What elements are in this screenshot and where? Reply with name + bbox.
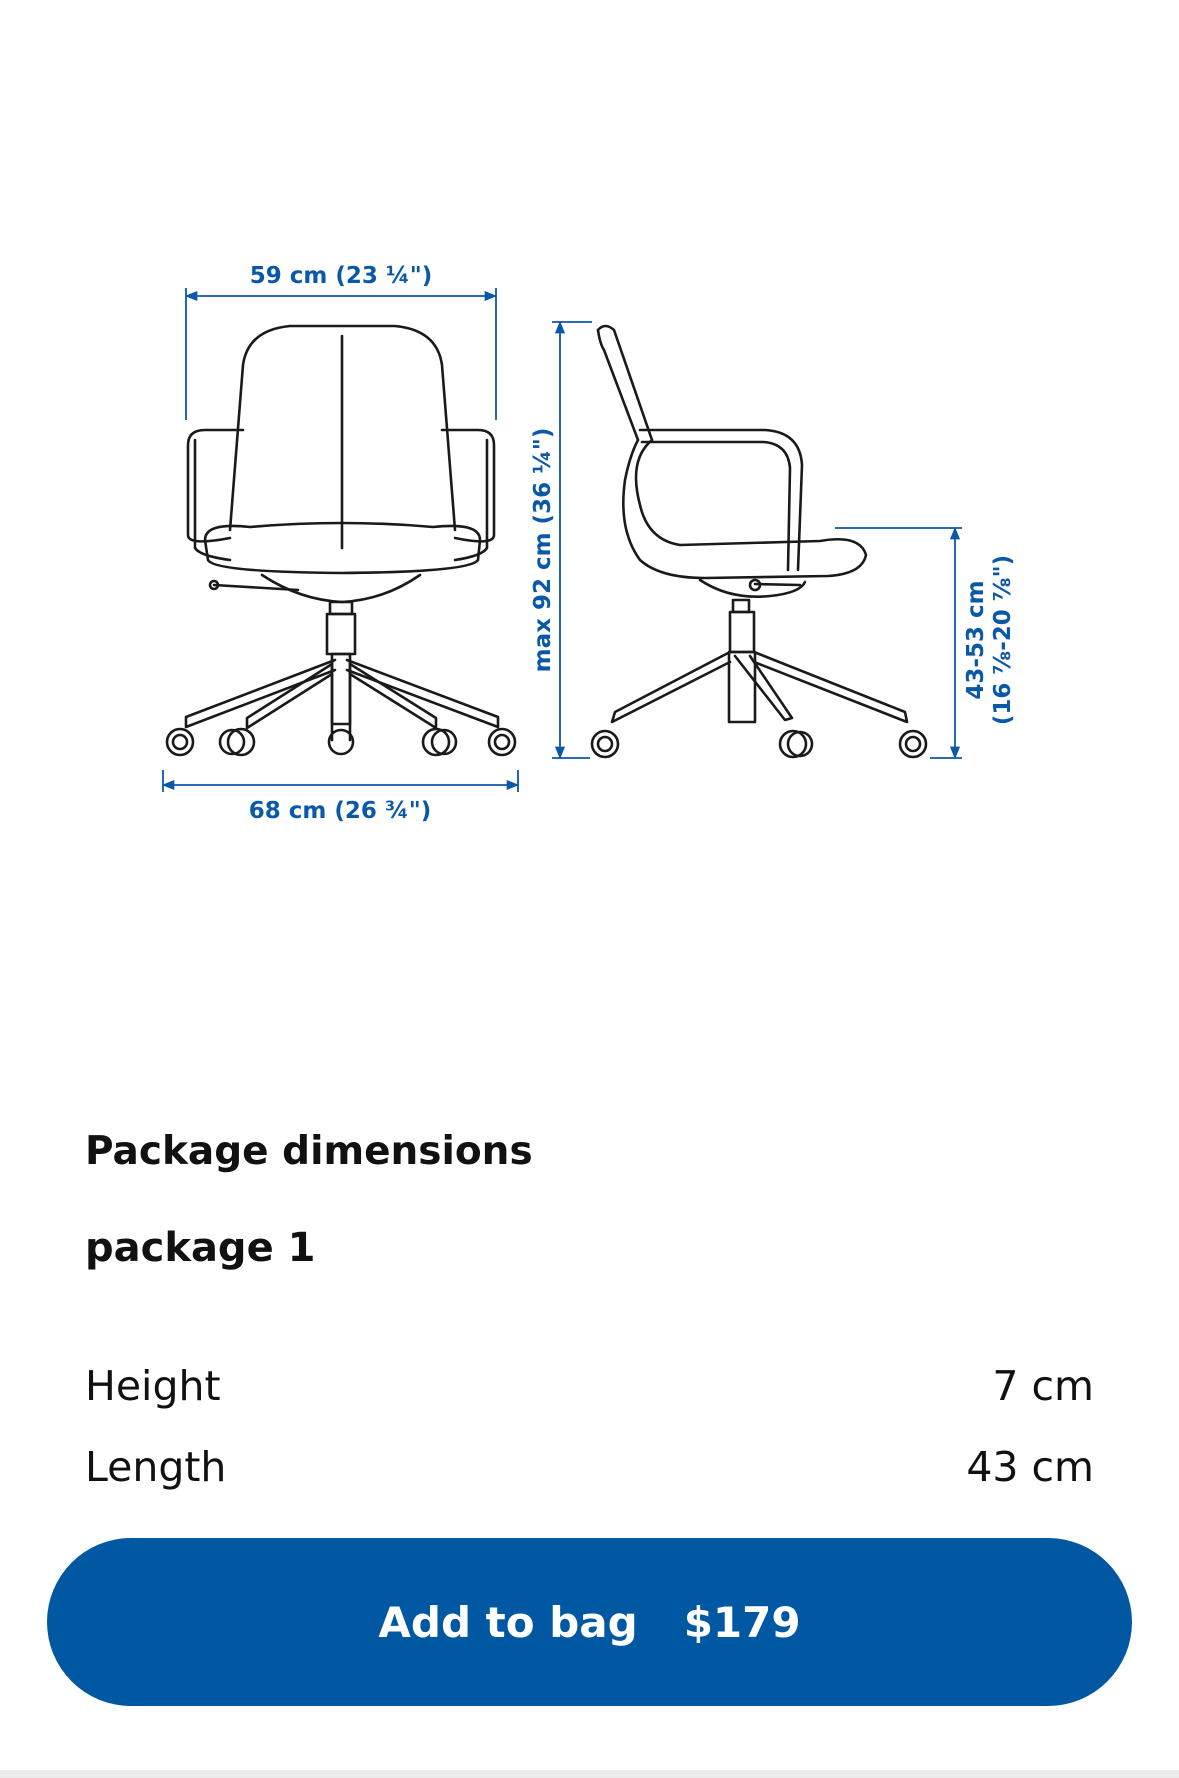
seat-height-cm-label: 43-53 cm — [963, 580, 989, 700]
front-width-top-label: 59 cm (23 ¼") — [249, 263, 433, 289]
add-to-bag-label: Add to bag — [378, 1597, 638, 1647]
spec-value: 43 cm — [966, 1442, 1094, 1491]
spec-value: 7 cm — [992, 1361, 1094, 1410]
spec-label: Length — [85, 1442, 227, 1491]
spec-list — [85, 1345, 1094, 1507]
add-to-bag-button[interactable] — [47, 1538, 1132, 1706]
spec-label: Height — [85, 1361, 221, 1410]
spec-row-height — [85, 1345, 1094, 1426]
max-height-label: max 92 cm (36 ¼") — [530, 427, 556, 673]
package-dimensions-section — [85, 1125, 1094, 1507]
bottom-divider — [0, 1770, 1179, 1778]
side-view-chair — [592, 326, 926, 757]
front-view-chair — [167, 326, 515, 755]
spec-row-length — [85, 1426, 1094, 1507]
package-label: package 1 — [85, 1225, 316, 1271]
price-label: $179 — [683, 1597, 801, 1647]
seat-height-in-label: (16 ⅞-20 ⅞") — [990, 554, 1016, 726]
front-width-bottom-label: 68 cm (26 ¾") — [248, 798, 432, 824]
section-title: Package dimensions — [85, 1129, 533, 1174]
